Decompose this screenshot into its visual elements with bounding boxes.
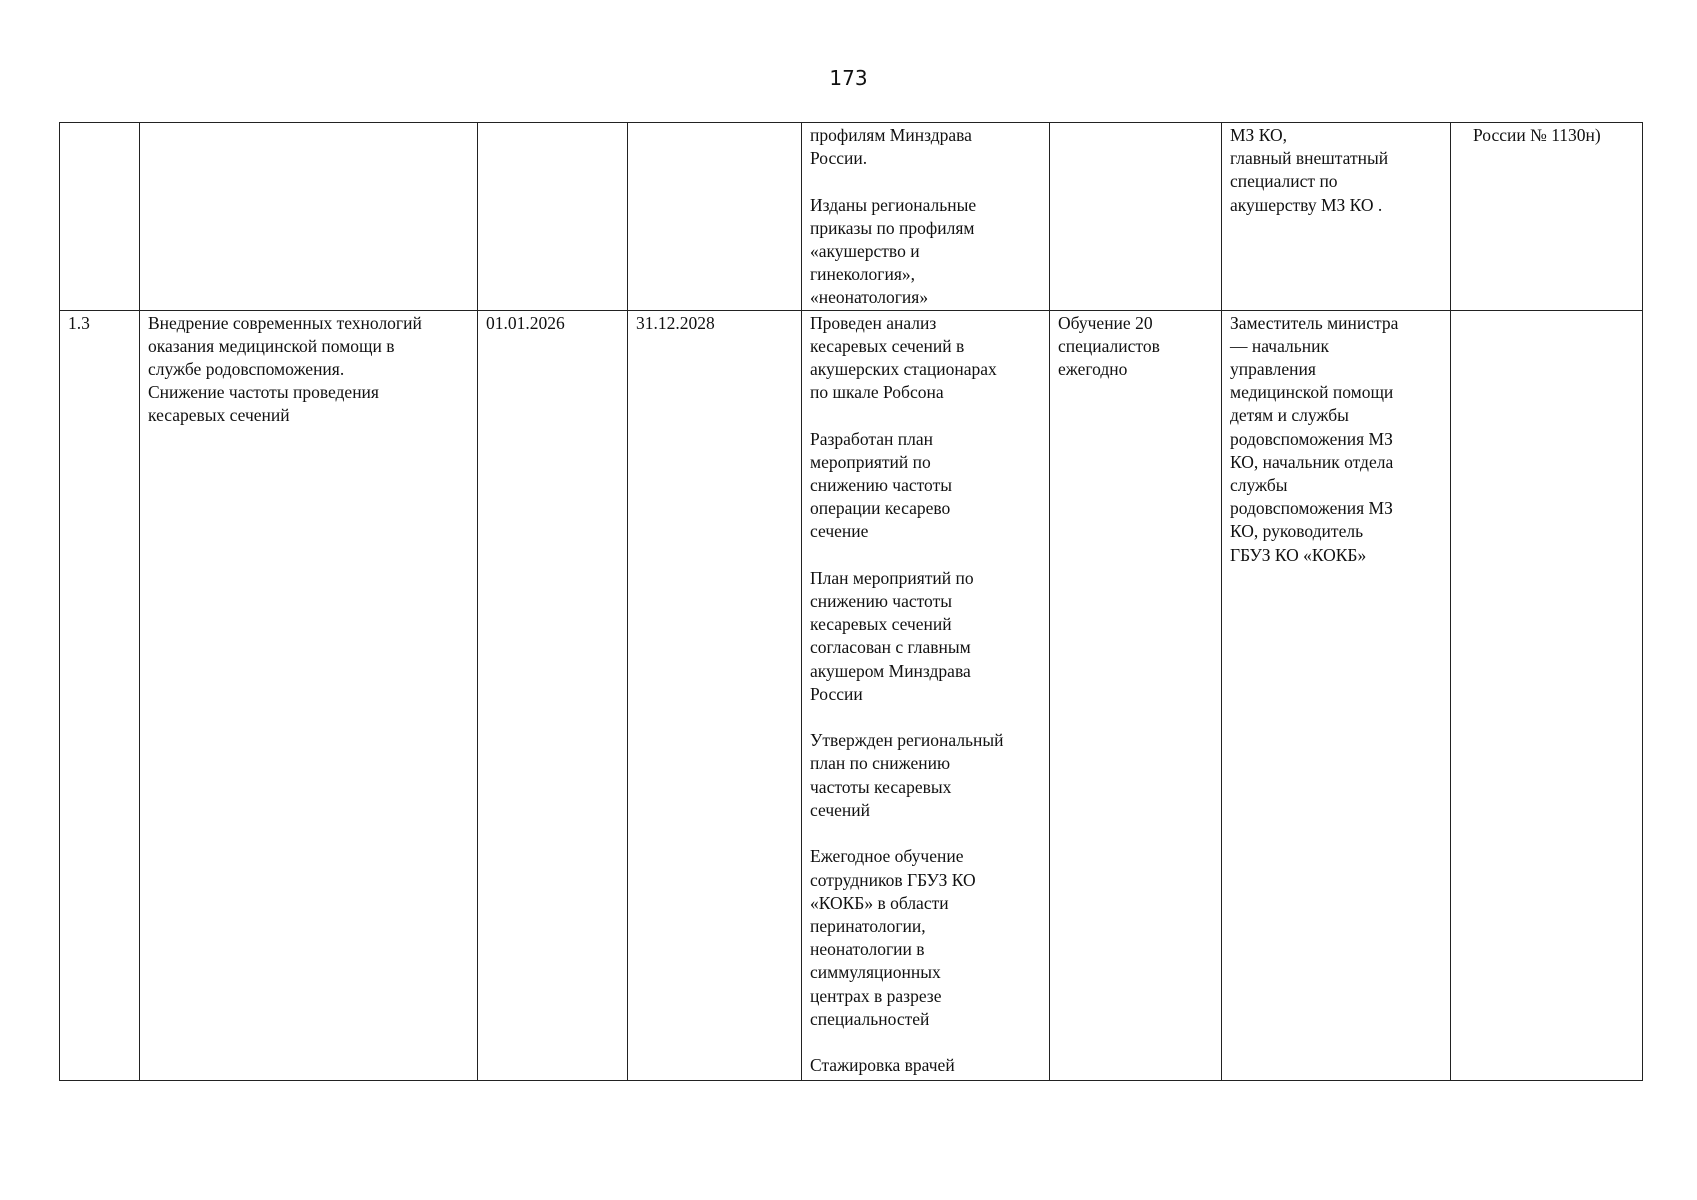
- table-row: [60, 123, 1643, 311]
- cell-indicator: Обучение 20 специалистов ежегодно: [1050, 310, 1222, 1080]
- cell-end-date: [628, 123, 802, 311]
- cell-result: профилям Минздрава России. Изданы региональные приказы по профилям «акушерство и гинекология», «неонатология»: [802, 123, 1050, 311]
- cell-start-date: 01.01.2026: [478, 310, 628, 1080]
- cell-indicator: [1050, 123, 1222, 311]
- cell-responsible: Заместитель министра — начальник управления медицинской помощи детям и службы родовспоможения МЗ КО, начальник отдела службы родовспоможения МЗ КО, руководитель ГБУЗ КО «КОКБ»: [1222, 310, 1451, 1080]
- cell-note: России № 1130н): [1451, 123, 1643, 311]
- table-row: [60, 310, 1643, 1080]
- cell-result: Проведен анализ кесаревых сечений в акушерских стационарах по шкале Робсона Разработан план мероприятий по снижению частоты операции кесарево сечение План мероприятий по снижению частоты кесаревых сечений согласован с главным акушером Минздрава России Утвержден региональный план по снижению частоты кесаревых сечений Ежегодное обучение сотрудников ГБУЗ КО «КОКБ» в области перинатологии, неонатологии в симмуляционных центрах в разрезе специальностей Стажировка врачей: [802, 310, 1050, 1080]
- cell-measure-name: Внедрение современных технологий оказания медицинской помощи в службе родовспоможения. Снижение частоты проведения кесаревых сечений: [140, 310, 478, 1080]
- cell-number: 1.3: [60, 310, 140, 1080]
- cell-start-date: [478, 123, 628, 311]
- cell-end-date: 31.12.2028: [628, 310, 802, 1080]
- measures-table: [59, 122, 1643, 1081]
- cell-note: [1451, 310, 1643, 1080]
- cell-responsible: МЗ КО, главный внештатный специалист по акушерству МЗ КО .: [1222, 123, 1451, 311]
- cell-measure-name: [140, 123, 478, 311]
- cell-number: [60, 123, 140, 311]
- page-number: 173: [829, 66, 868, 90]
